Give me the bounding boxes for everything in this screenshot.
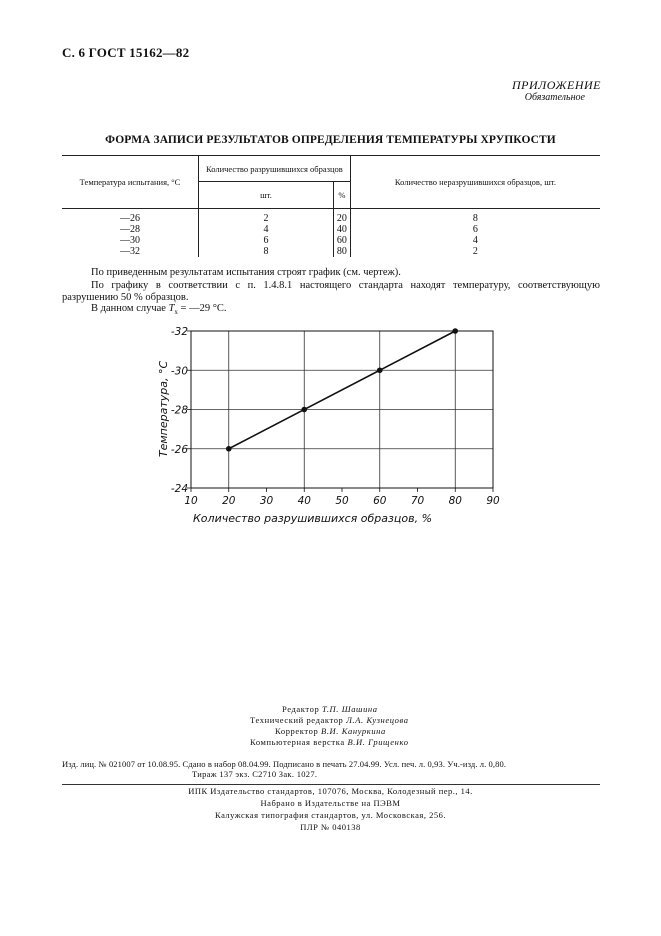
x-axis-label: Количество разрушившихся образцов, % <box>193 512 433 525</box>
page-header: С. 6 ГОСТ 15162—82 <box>62 45 190 60</box>
data-point <box>226 446 232 452</box>
cell-temp: —26 <box>62 209 199 225</box>
credit-tech-editor: Технический редактор Л.А. Кузнецова <box>250 715 409 725</box>
credit-editor: Редактор Т.П. Шашина <box>282 704 378 714</box>
table-row <box>62 224 600 235</box>
publisher-line-3: Калужская типография стандартов, ул. Московская, 256. <box>215 810 446 820</box>
header-percent: % <box>334 182 351 209</box>
results-table <box>62 155 600 257</box>
y-tick-label: -28 <box>170 404 188 417</box>
header-not-destroyed: Количество неразрушившихся образцов, шт. <box>394 177 556 187</box>
cell-percent: 80 <box>334 246 351 257</box>
paragraph-method: По графику в соответствии с п. 1.4.8.1 настоящего стандарта находят температуру, соответствующую разрушению 50 % образцов. <box>62 280 600 303</box>
x-tick-label: 60 <box>373 495 387 507</box>
publisher-line-2: Набрано в Издательстве на ПЭВМ <box>260 798 401 808</box>
x-tick-label: 40 <box>297 495 311 507</box>
cell-percent: 60 <box>334 235 351 246</box>
header-destroyed-group: Количество разрушившихся образцов <box>199 156 351 182</box>
publisher-line-4: ПЛР № 040138 <box>300 822 361 832</box>
x-tick-label: 70 <box>410 495 425 507</box>
cell-not-destroyed: 8 <box>472 213 478 224</box>
x-tick-label: 90 <box>486 495 500 507</box>
cell-temp: —30 <box>62 235 199 246</box>
chart-grid <box>191 331 493 488</box>
x-tick-label: 30 <box>259 495 274 507</box>
imprint-line-1: Изд. лиц. № 021007 от 10.08.95. Сдано в набор 08.04.99. Подписано в печать 27.04.99. Усл. печ. л. 0,93. Уч.-изд. л. 0,80. <box>62 759 507 769</box>
cell-temp: —28 <box>62 224 199 235</box>
cell-not-destroyed: 4 <box>472 235 478 246</box>
cell-pieces: 4 <box>199 224 334 235</box>
temperature-chart <box>150 322 510 532</box>
data-point <box>452 328 458 334</box>
form-title: ФОРМА ЗАПИСИ РЕЗУЛЬТАТОВ ОПРЕДЕЛЕНИЯ ТЕМПЕРАТУРЫ ХРУПКОСТИ <box>105 134 556 146</box>
fit-line <box>229 331 456 449</box>
publisher-info <box>0 785 661 833</box>
y-axis-label: Температура, °С <box>157 360 170 458</box>
table-row <box>62 235 600 246</box>
y-tick-label: -26 <box>170 443 188 456</box>
cell-percent: 20 <box>334 209 351 225</box>
paragraph-result: В данном случае $Т_х$ = —29 °С. <box>91 303 227 317</box>
cell-temp: —32 <box>62 246 199 257</box>
y-tick-label: -30 <box>170 365 188 378</box>
appendix-title: ПРИЛОЖЕНИЕ <box>512 78 601 92</box>
data-point <box>301 407 307 413</box>
table-row <box>62 209 600 225</box>
credit-layout: Компьютерная верстка В.И. Грищенко <box>250 737 409 747</box>
publisher-line-1: ИПК Издательство стандартов, 107076, Москва, Колодезный пер., 14. <box>188 786 473 796</box>
paragraph-graph: По приведенным результатам испытания строят график (см. чертеж). <box>91 267 401 278</box>
x-tick-label: 50 <box>335 495 349 507</box>
data-point <box>377 367 383 373</box>
cell-not-destroyed: 2 <box>472 246 478 257</box>
cell-not-destroyed: 6 <box>472 224 478 235</box>
header-temperature: Температура испытания, °С <box>62 156 199 209</box>
appendix-subtitle: Обязательное <box>524 92 585 103</box>
cell-pieces: 6 <box>199 235 334 246</box>
cell-percent: 40 <box>334 224 351 235</box>
table-row <box>62 246 600 257</box>
cell-pieces: 8 <box>199 246 334 257</box>
x-tick-label: 80 <box>448 495 462 507</box>
y-tick-label: -32 <box>170 326 188 338</box>
imprint-line-2: Тираж 137 экз. С2710 Зак. 1027. <box>192 769 318 779</box>
credit-corrector: Корректор В.И. Кануркина <box>275 726 386 736</box>
imprint <box>62 759 600 779</box>
y-tick-label: -24 <box>170 483 188 495</box>
cell-pieces: 2 <box>199 209 334 225</box>
x-tick-label: 20 <box>222 495 236 507</box>
x-tick-label: 10 <box>184 495 198 507</box>
header-pieces: шт. <box>199 182 334 209</box>
